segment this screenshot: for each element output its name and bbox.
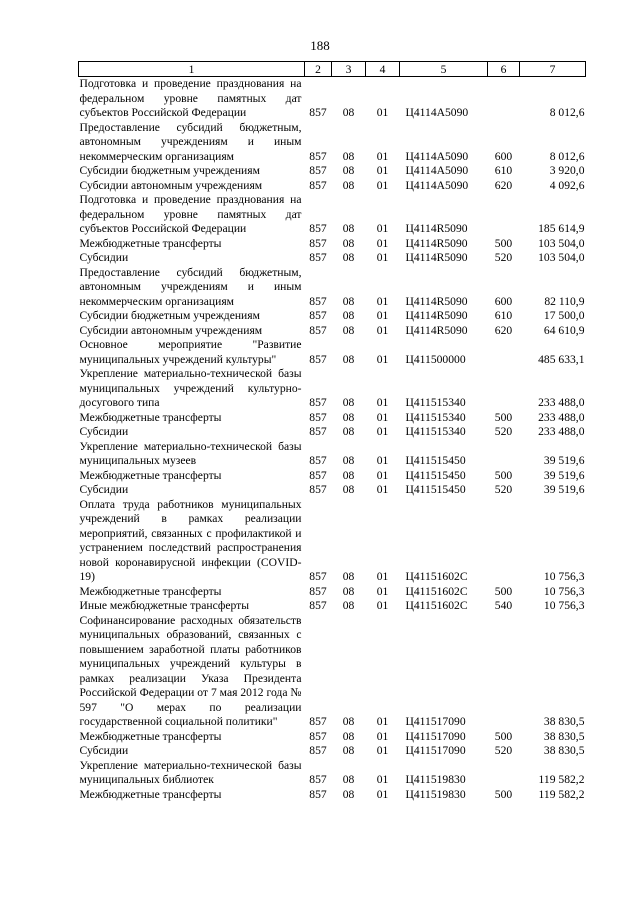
- row-col7-cell: 233 488,0: [538, 396, 585, 409]
- row-col7-cell: 8 012,6: [549, 149, 585, 163]
- row-col7-cell: 185 614,9: [538, 222, 585, 235]
- row-col2-cell: 857: [309, 468, 327, 482]
- row-name-cell: Оплата труда работников муниципальных учреждений в рамках реализации мероприятий, связанных с профилактикой и устранением последствий распространения новой коронавирусной инфекции (COVID-19): [79, 497, 302, 583]
- row-col6-cell: 520: [494, 251, 513, 264]
- row-col2-cell: 857: [309, 309, 327, 322]
- row-col2-cell: 857: [309, 294, 327, 308]
- row-name-cell: Укрепление материально-технической базы муниципальных учреждений культурно-досугового типа: [79, 367, 302, 409]
- row-col7-cell: 8 012,6: [549, 106, 585, 119]
- row-col7-cell: 64 610,9: [543, 323, 585, 337]
- row-col4-cell: 01: [376, 149, 389, 163]
- table-row: [79, 498, 586, 585]
- row-col7-cell: 233 488,0: [538, 425, 585, 438]
- page-number: 188: [310, 38, 330, 53]
- row-col3-cell: 08: [342, 396, 355, 409]
- row-name-cell: Основное мероприятие "Развитие муниципальных учреждений культуры": [79, 338, 302, 366]
- row-col6-cell: 600: [494, 149, 513, 163]
- row-name-cell: Субсидии автономным учреждениям: [79, 178, 263, 192]
- column-header: 6: [488, 62, 520, 77]
- row-col4-cell: 01: [376, 410, 389, 424]
- row-col6-cell: 540: [494, 599, 513, 612]
- row-col3-cell: 08: [342, 787, 355, 801]
- row-col6-cell: 520: [494, 483, 513, 496]
- row-col5-cell: Ц411515340: [405, 410, 466, 424]
- row-col5-cell: Ц4114R5090: [405, 323, 468, 337]
- row-col6-cell: 500: [494, 787, 513, 801]
- row-col4-cell: 01: [376, 584, 389, 598]
- row-col5-cell: Ц41151602С: [405, 599, 468, 612]
- row-col4-cell: 01: [376, 251, 389, 264]
- row-col3-cell: 08: [342, 570, 355, 583]
- row-col2-cell: 857: [309, 599, 327, 612]
- row-name-cell: Межбюджетные трансферты: [79, 468, 222, 482]
- row-col7-cell: 119 582,2: [538, 787, 585, 801]
- row-col2-cell: 857: [309, 222, 327, 235]
- row-col7-cell: 10 756,3: [543, 584, 585, 598]
- row-col3-cell: 08: [342, 178, 355, 192]
- row-col4-cell: 01: [376, 570, 389, 583]
- row-col2-cell: 857: [309, 410, 327, 424]
- row-name-cell: Межбюджетные трансферты: [79, 236, 222, 250]
- row-col6-cell: 500: [494, 236, 513, 250]
- table-row: [79, 367, 586, 411]
- row-col3-cell: 08: [342, 352, 355, 366]
- row-name-cell: Подготовка и проведение празднования на федеральном уровне памятных дат субъектов Российской Федерации: [79, 77, 302, 119]
- table-row: [79, 237, 586, 252]
- row-col5-cell: Ц411515450: [405, 468, 466, 482]
- row-col2-cell: 857: [309, 178, 327, 192]
- row-col6-cell: [488, 193, 520, 237]
- row-col6-cell: 500: [494, 584, 513, 598]
- row-col3-cell: 08: [342, 164, 355, 177]
- row-col5-cell: Ц411517090: [405, 715, 466, 728]
- column-header: 4: [366, 62, 400, 77]
- row-col2-cell: 857: [309, 106, 327, 119]
- table-row: [79, 585, 586, 600]
- column-header: 2: [305, 62, 332, 77]
- row-name-cell: Субсидии автономным учреждениям: [79, 323, 263, 337]
- row-col2-cell: 857: [309, 570, 327, 583]
- row-col5-cell: Ц4114А5090: [405, 106, 469, 119]
- row-col2-cell: 857: [309, 236, 327, 250]
- row-col4-cell: 01: [376, 787, 389, 801]
- column-header: 5: [400, 62, 488, 77]
- row-col3-cell: 08: [342, 584, 355, 598]
- row-col6-cell: [488, 440, 520, 469]
- row-col7-cell: 10 756,3: [543, 599, 585, 612]
- row-col5-cell: Ц41151602С: [405, 570, 468, 583]
- row-col6-cell: 600: [494, 294, 513, 308]
- row-col6-cell: 500: [494, 468, 513, 482]
- row-col4-cell: 01: [376, 106, 389, 119]
- table-row: [79, 411, 586, 426]
- table-row: [79, 788, 586, 803]
- row-col5-cell: Ц4114R5090: [405, 222, 468, 235]
- row-col6-cell: [488, 759, 520, 788]
- row-col4-cell: 01: [376, 396, 389, 409]
- row-col2-cell: 857: [309, 787, 327, 801]
- row-col3-cell: 08: [342, 251, 355, 264]
- row-col2-cell: 857: [309, 454, 327, 467]
- row-col5-cell: Ц4114R5090: [405, 294, 468, 308]
- table-row: [79, 164, 586, 179]
- row-name-cell: Субсидии: [79, 251, 129, 264]
- row-col4-cell: 01: [376, 454, 389, 467]
- row-name-cell: Межбюджетные трансферты: [79, 787, 222, 801]
- table-row: [79, 193, 586, 237]
- row-col2-cell: 857: [309, 164, 327, 177]
- row-col3-cell: 08: [342, 599, 355, 612]
- row-name-cell: Подготовка и проведение празднования на федеральном уровне памятных дат субъектов Российской Федерации: [79, 193, 302, 235]
- row-col5-cell: Ц4114А5090: [405, 164, 469, 177]
- row-col5-cell: Ц4114А5090: [405, 178, 469, 192]
- row-name-cell: Субсидии бюджетным учреждениям: [79, 164, 260, 177]
- row-col2-cell: 857: [309, 352, 327, 366]
- table-row: [79, 744, 586, 759]
- table-row: [79, 599, 586, 614]
- row-col5-cell: Ц411515340: [405, 425, 466, 438]
- row-col2-cell: 857: [309, 483, 327, 496]
- row-name-cell: Предоставление субсидий бюджетным, автономным учреждениям и иным некоммерческим организациям: [79, 120, 302, 163]
- row-col3-cell: 08: [342, 715, 355, 728]
- table-row: [79, 77, 586, 121]
- table-row: [79, 483, 586, 498]
- row-col3-cell: 08: [342, 744, 355, 757]
- row-col3-cell: 08: [342, 729, 355, 743]
- row-col5-cell: Ц4114R5090: [405, 251, 468, 264]
- row-col3-cell: 08: [342, 323, 355, 337]
- row-col2-cell: 857: [309, 251, 327, 264]
- row-col2-cell: 857: [309, 715, 327, 728]
- row-name-cell: Укрепление материально-технической базы муниципальных музеев: [79, 439, 302, 467]
- row-col3-cell: 08: [342, 222, 355, 235]
- row-col3-cell: 08: [342, 454, 355, 467]
- row-name-cell: Софинансирование расходных обязательств муниципальных образований, связанных с повышением заработной платы работников муниципальных учреждений культуры в рамках реализации Указа Президента Российской Федерации от 7 мая 2012 года № 597 "О мерах по реализации государственной социальной политики": [79, 613, 302, 728]
- row-col2-cell: 857: [309, 584, 327, 598]
- row-col5-cell: Ц41151602С: [405, 584, 468, 598]
- row-col2-cell: 857: [309, 744, 327, 757]
- row-col4-cell: 01: [376, 222, 389, 235]
- row-col4-cell: 01: [376, 164, 389, 177]
- row-col6-cell: [488, 367, 520, 411]
- table-row: [79, 440, 586, 469]
- row-col6-cell: [488, 77, 520, 121]
- row-col7-cell: 4 092,6: [549, 178, 585, 192]
- row-col4-cell: 01: [376, 599, 389, 612]
- row-col4-cell: 01: [376, 294, 389, 308]
- table-row: [79, 179, 586, 194]
- row-col7-cell: 39 519,6: [543, 468, 585, 482]
- row-col6-cell: [488, 614, 520, 730]
- row-col7-cell: 10 756,3: [543, 570, 585, 583]
- row-col6-cell: 500: [494, 410, 513, 424]
- row-name-cell: Субсидии бюджетным учреждениям: [79, 309, 260, 322]
- row-col4-cell: 01: [376, 715, 389, 728]
- row-col2-cell: 857: [309, 729, 327, 743]
- row-col4-cell: 01: [376, 352, 389, 366]
- row-col7-cell: 82 110,9: [544, 294, 585, 308]
- row-col6-cell: 520: [494, 425, 513, 438]
- row-col4-cell: 01: [376, 425, 389, 438]
- row-col4-cell: 01: [376, 309, 389, 322]
- row-col7-cell: 103 504,0: [538, 251, 585, 264]
- row-col2-cell: 857: [309, 323, 327, 337]
- row-col5-cell: Ц411515450: [405, 454, 466, 467]
- table-row: [79, 759, 586, 788]
- column-header: 1: [79, 62, 305, 77]
- row-col4-cell: 01: [376, 483, 389, 496]
- row-col7-cell: 17 500,0: [543, 309, 585, 322]
- row-col2-cell: 857: [309, 773, 327, 786]
- row-col3-cell: 08: [342, 410, 355, 424]
- table-row: [79, 266, 586, 310]
- column-header: 3: [332, 62, 366, 77]
- row-col5-cell: Ц411517090: [405, 729, 466, 743]
- row-col4-cell: 01: [376, 323, 389, 337]
- table-header: [79, 62, 586, 77]
- row-col5-cell: Ц411500000: [405, 352, 466, 366]
- row-name-cell: Иные межбюджетные трансферты: [79, 599, 250, 612]
- table-body: [79, 77, 586, 803]
- table-row: [79, 730, 586, 745]
- row-col3-cell: 08: [342, 236, 355, 250]
- table-row: [79, 469, 586, 484]
- row-col3-cell: 08: [342, 149, 355, 163]
- row-col4-cell: 01: [376, 236, 389, 250]
- row-col5-cell: Ц411515450: [405, 483, 466, 496]
- row-col2-cell: 857: [309, 396, 327, 409]
- row-col6-cell: [488, 338, 520, 367]
- row-col7-cell: 485 633,1: [538, 352, 585, 366]
- table-row: [79, 324, 586, 339]
- row-col4-cell: 01: [376, 468, 389, 482]
- row-name-cell: Субсидии: [79, 425, 129, 438]
- row-name-cell: Субсидии: [79, 483, 129, 496]
- row-col3-cell: 08: [342, 483, 355, 496]
- row-col3-cell: 08: [342, 309, 355, 322]
- table-row: [79, 251, 586, 266]
- table-row: [79, 338, 586, 367]
- row-col5-cell: Ц4114А5090: [405, 149, 469, 163]
- row-col7-cell: 38 830,5: [543, 744, 585, 757]
- table-row: [79, 614, 586, 730]
- row-col5-cell: Ц411519830: [405, 787, 466, 801]
- row-name-cell: Предоставление субсидий бюджетным, автономным учреждениям и иным некоммерческим организациям: [79, 265, 302, 308]
- row-col7-cell: 39 519,6: [543, 483, 585, 496]
- row-col6-cell: [488, 498, 520, 585]
- table-row: [79, 425, 586, 440]
- row-name-cell: Межбюджетные трансферты: [79, 729, 222, 743]
- row-col7-cell: 38 830,5: [543, 729, 585, 743]
- row-col7-cell: 233 488,0: [538, 410, 585, 424]
- row-col2-cell: 857: [309, 425, 327, 438]
- row-col3-cell: 08: [342, 425, 355, 438]
- row-col5-cell: Ц411517090: [405, 744, 466, 757]
- row-name-cell: Межбюджетные трансферты: [79, 410, 222, 424]
- row-col7-cell: 3 920,0: [549, 164, 585, 177]
- row-name-cell: Межбюджетные трансферты: [79, 584, 222, 598]
- column-header: 7: [520, 62, 586, 77]
- budget-table: [78, 61, 586, 802]
- table-row: [79, 309, 586, 324]
- row-col4-cell: 01: [376, 773, 389, 786]
- row-col7-cell: 119 582,2: [538, 773, 585, 786]
- row-name-cell: Укрепление материально-технической базы муниципальных библиотек: [79, 758, 302, 786]
- row-col7-cell: 38 830,5: [543, 715, 585, 728]
- row-col6-cell: 610: [494, 164, 513, 177]
- row-col7-cell: 39 519,6: [543, 454, 585, 467]
- row-col3-cell: 08: [342, 106, 355, 119]
- row-col6-cell: 620: [494, 323, 513, 337]
- row-col3-cell: 08: [342, 773, 355, 786]
- row-col6-cell: 610: [494, 309, 513, 322]
- row-col5-cell: Ц4114R5090: [405, 309, 468, 322]
- row-col2-cell: 857: [309, 149, 327, 163]
- row-col3-cell: 08: [342, 294, 355, 308]
- row-col4-cell: 01: [376, 178, 389, 192]
- row-col6-cell: 520: [494, 744, 513, 757]
- row-col7-cell: 103 504,0: [538, 236, 585, 250]
- row-col4-cell: 01: [376, 729, 389, 743]
- row-col6-cell: 620: [494, 178, 513, 192]
- row-col5-cell: Ц4114R5090: [405, 236, 468, 250]
- row-col5-cell: Ц411515340: [405, 396, 466, 409]
- row-name-cell: Субсидии: [79, 744, 129, 757]
- row-col6-cell: 500: [494, 729, 513, 743]
- row-col5-cell: Ц411519830: [405, 773, 466, 786]
- row-col4-cell: 01: [376, 744, 389, 757]
- row-col3-cell: 08: [342, 468, 355, 482]
- table-row: [79, 121, 586, 165]
